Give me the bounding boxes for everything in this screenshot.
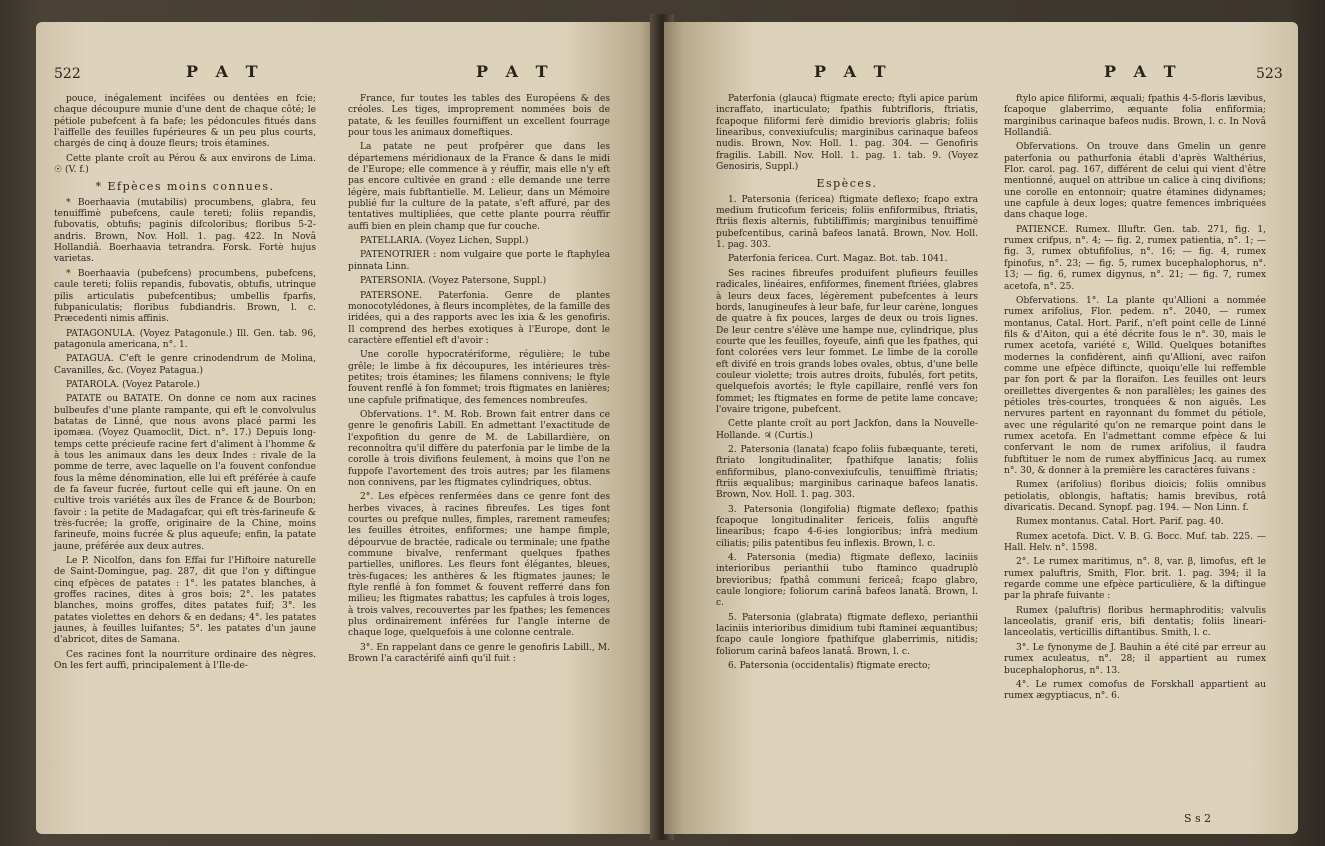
paragraph: Paterfonia fericea. Curt. Magaz. Bot. tab. 1041. (728, 254, 948, 265)
paragraph: 2. Patersonia (lanata) fcapo foliis fubæquante, tereti, ftriato longitudinaliter, fpathifque lanatis; foliis enfiformibus, plano-convexiufculis, tenuiffimè ftriatis; ftriis æqualibus; marginibus carinaque bafeos lanatis. Brown, Nov. Holl. 1. pag. 303. (716, 444, 978, 501)
paragraph: Le P. Nicolfon, dans fon Effai fur l'Hiftoire naturelle de Saint-Domingue, pag. 287, dit que l'on y diftingue cinq efpèces de patates : 1°. les patates blanches, à groffes racines, dites à gros bois; 2°. les patates blanches, moins groffes, dites patates fuif; 3°. les patates violettes en dehors & en dedans; 4°. les patates jaunes, à feuilles luifantes; 5°. les patates d'un jaune d'abricot, dites de Samana. (54, 556, 316, 646)
paragraph: PATAGONULA. (Voyez Patagonule.) Ill. Gen. tab. 96, patagonula americana, n°. 1. (54, 328, 316, 350)
paragraph: Rumex acetofa. Dict. V. B. G. Bocc. Muf. tab. 225. — Hall. Helv. n°. 1598. (1004, 531, 1266, 554)
paragraph: 2°. Le rumex maritimus, n°. 8, var. β, limofus, eft le rumex paluftris, Smith, Flor. brit. 1. pag. 394; il la regarde comme une efpèce particulière, & la diftingue par la phrafe fuivante : (1004, 557, 1266, 602)
running-head: P A T (1104, 62, 1182, 81)
paragraph: Rumex montanus. Catal. Hort. Parif. pag. 40. (1016, 517, 1224, 528)
text-column-1 (54, 94, 316, 676)
running-head: P A T (476, 62, 554, 81)
paragraph: * Efpèces moins connues. (95, 180, 275, 194)
paragraph: La patate ne peut profpérer que dans les départemens méridionaux de la France & dans le midi de l'Europe; elle commence à y réuffir, mais elle n'y eft pas encore cultivée en grand : elle demande une terre légère, mais fubftantielle. M. Lelieur, dans un Mémoire publié fur la culture de la patate, s'eft affuré, par des tentatives multipliées, que cette plante pourra réuffir auffi bien en plein champ que fur couche. (348, 142, 610, 232)
paragraph: * Boerhaavia (mutabilis) procumbens, glabra, feu tenuiffimè pubefcens, caule tereti; foliis repandis, fubovatis, obtufis; paginis difcoloribus; floribus 5-2-andris. Brown, Nov. Holl. 1. pag. 422. In Novâ Hollandiâ. Boerhaavia tetrandra. Forsk. Fortè hujus varietas. (54, 197, 316, 265)
paragraph: PATERSONIA. (Voyez Patersone, Suppl.) (360, 276, 547, 287)
paragraph: Obfervations. On trouve dans Gmelin un genre paterfonia ou pathurfonia établi d'après Walthérius, Flor. carol. pag. 167, différent de celui qui vient d'être mentionné, auquel on attribue un calice à cinq divifions; une corolle en entonnoir; quatre étamines didynames; une capfule à deux loges; quatre femences imbriquées dans chaque loge. (1004, 142, 1266, 221)
paragraph: Cette plante croît au port Jackfon, dans la Nouvelle-Hollande. ♃ (Curtis.) (716, 419, 978, 441)
text-column-2 (1004, 94, 1266, 706)
paragraph: PATATE ou BATATE. On donne ce nom aux racines bulbeufes d'une plante rampante, qui eft le convolvulus batatas de Linné, que nous avons placé parmi les ipomæa. (Voyez Quamoclit, Dict. n°. 17.) Depuis long-temps cette précieufe racine fert d'aliment à l'homme & à tous les animaux dans les deux Indes : rivale de la pomme de terre, avec laquelle on l'a fouvent confondue fous la même dénomination, elle lui eft préférée à caufe de fa faveur fucrée, furtout celle qui eft jaune. On en cultive trois variétés aux îles de France & de Bourbon; favoir : la petite de Madagafcar, qui eft très-farineufe & très-fucrée; la groffe, originaire de la Chine, moins farineufe, moins fucrée & plus aqueufe; enfin, la patate jaune, préférée aux deux autres. (54, 394, 316, 552)
text-column-1 (716, 94, 978, 676)
paragraph: PATERSONE. Paterfonia. Genre de plantes monocotylédones, à fleurs incomplètes, de la famille des iridées, qui a des rapports avec les ixia & les genofiris. Il comprend des herbes exotiques à l'Europe, dont le caractère effentiel eft d'avoir : (348, 290, 610, 346)
paragraph: Obfervations. 1°. La plante qu'Allioni a nommée rumex arifolius, Flor. pedem. n°. 2040, — rumex montanus, Catal. Hort. Parif., n'eft point celle de Linné fils & d'Aiton, qui a été décrite fous le n°. 30, mais le rumex acetofa, variété ε, Willd. Quelques botaniftes modernes la confidèrent, ainfi qu'Allioni, avec raifon comme une efpèce diftincte, quoiqu'elle lui reffemble par fon port & par la floraifon. Les feuilles ont leurs oreillettes divergentes & non parallèles; les gaines des pétioles très-courtes, tronquées & non aiguës. Les nervures partent en rayonnant du fommet du pétiole, avec une régularité qu'on ne remarque point dans le rumex acetofa. En l'admettant comme efpèce & lui confervant le nom de rumex arifolius, il faudra fubftituer le nom de rumex abyffinicus Jacq. au rumex n°. 30, & donner à la première les caractères fuivans : (1004, 295, 1266, 476)
paragraph: 4°. Le rumex comofus de Forskhall appartient au rumex ægyptiacus, n°. 6. (1004, 679, 1266, 702)
page-number: 522 (54, 66, 81, 82)
left-page (36, 22, 658, 834)
paragraph: 4. Patersonia (media) ftigmate deflexo, laciniis interioribus perianthii tubo ftaminco quadruplò brevioribus; fpathâ communi fericeâ; fcapo glabro, caule longiore; foliorum carinâ bafeos lanatâ. Brown, l. c. (716, 553, 978, 609)
paragraph: 2°. Les efpèces renfermées dans ce genre font des herbes vivaces, à racines fibreufes. Les tiges font courtes ou prefque nulles, fimples, rarement rameufes; les feuilles étroites, enfiformes; une hampe fimple, dépourvue de bractée, radicale ou terminale; une fpathe commune bivalve, renfermant quelques fpathes partielles, uniflores. Les fleurs font élégantes, bleues, très-fugaces; les anthères & les ftigmates jaunes; le ftyle renflé à fon fommet & fouvent refferré dans fon milieu; les ftigmates rabattus; les capfules à trois loges, à trois valves, recouvertes par les fpathes; les femences plus ordinairement inférées fur l'angle interne de chaque loge, quelquefois à une colonne centrale. (348, 492, 610, 639)
paragraph: France, fur toutes les tables des Européens & des créoles. Les tiges, improprement nommées bois de patate, & les feuilles fourniffent un excellent fourrage pour tous les animaux domeftiques. (348, 94, 610, 139)
signature-mark: S s 2 (1184, 812, 1212, 825)
paragraph: 6. Patersonia (occidentalis) ftigmate erecto; (728, 661, 931, 672)
paragraph: Paterfonia (glauca) ftigmate erecto; ftyli apice parùm incraffato, inarticulato; fpathis fubtrifloris, ftriatis, fcapoque filiformi ferè dimidio brevioris glabris; foliis linearibus, convexiufculis; marginibus carinaque bafeos nudis. Brown, Nov. Holl. 1. pag. 304. — Genofiris fragilis. Labill. Nov. Holl. 1. pag. 1. tab. 9. (Voyez Genosiris, Suppl.) (716, 94, 978, 173)
page-number: 523 (1256, 66, 1283, 82)
paragraph: ftylo apice filiformi, æquali; fpathis 4-5-floris lævibus, fcapoque glaberrimo, æquante folia enfiformia; marginibus carinaque bafeos nudis. Brown, l. c. In Novâ Hollandiâ. (1004, 94, 1266, 139)
paragraph: 3°. Le fynonyme de J. Bauhin a été cité par erreur au rumex aculeatus, n°. 28; il appartient au rumex bucephalophorus, n°. 13. (1004, 642, 1266, 676)
paragraph: PATAROLA. (Voyez Patarole.) (66, 379, 200, 390)
paragraph: 5. Patersonia (glabrata) ftigmate deflexo, perianthii laciniis interioribus dimidium tubi ftaminei æquantibus; fcapo caule longiore fpathifque glaberrimis, nitidis; foliorum carinâ bafeos lanatâ. Brown, l. c. (716, 612, 978, 657)
paragraph: Ces racines font la nourriture ordinaire des nègres. On les fert auffi, principalement à l'Ile-de- (54, 649, 316, 672)
paragraph: * Boerhaavia (pubefcens) procumbens, pubefcens, caule tereti; foliis repandis, fubovatis, obtufis, utrinque pilis articulatis pubefcentibus; umbellis fparfis, fubpaniculatis; floribus fubdiandris. Brown, l. c. Præcedenti nimis affinis. (54, 268, 316, 325)
paragraph: Rumex (arifolius) floribus dioicis; foliis omnibus petiolatis, oblongis, haftatis; hamis brevibus, rotâ divaricatis. Decand. Synopf. pag. 194. — Non Linn. f. (1004, 480, 1266, 514)
paragraph: pouce, inégalement incifées ou dentées en fcie; chaque découpure munie d'une dent de chaque côté; le pétiole pubefcent à fa bafe; les pédoncules fitués dans l'aiffelle des feuilles fupérieures & un peu plus courts, chargés de cinq à douze fleurs; trois étamines. (54, 94, 316, 150)
paragraph: Obfervations. 1°. M. Rob. Brown fait entrer dans ce genre le genofiris Labill. En admettant l'exactitude de l'expofition du genre de M. de Labillardière, on reconnoîtra qu'il diffère du paterfonia par le limbe de la corolle à trois divifions feulement, à moins que l'on ne fuppofe l'avortement des trois autres; par les filamens non connivens, par les ftigmates cylindriques, obtus. (348, 409, 610, 488)
running-head: P A T (814, 62, 892, 81)
paragraph: Une corolle hypocratériforme, régulière; le tube grêle; le limbe à fix découpures, les intérieures très-petites; trois étamines; les filamens connivens; le ftyle fouvent renflé à fon fommet; trois ftigmates en lanières; une capfule prifmatique, des femences nombreufes. (348, 350, 610, 406)
paragraph: Ses racines fibreufes produifent plufieurs feuilles radicales, linéaires, enfiformes, finement ftriées, glabres à leurs deux faces, légèrement pubefcentes à leurs bords, lanugineufes à leur bafe, fur leur carène, longues de quatre à fix pouces, larges de deux ou trois lignes. De leur centre s'élève une hampe nue, cylindrique, plus courte que les feuilles, foyeufe, ainfi que les fpathes, qui font colorées vers leur fommet. Le limbe de la corolle eft divifé en trois grands lobes ovales, obtus, d'une belle couleur violette; trois autres droits, fubulés, fort petits, quelquefois avortés; le ftyle capillaire, renflé vers fon fommet; les ftigmates en forme de petite lame concave; l'ovaire trigone, pubefcent. (716, 268, 978, 415)
paragraph: PATENOTRIER : nom vulgaire que porte le ftaphylea pinnata Linn. (348, 250, 610, 272)
paragraph: 3. Patersonia (longifolia) ftigmate deflexo; fpathis fcapoque longitudinaliter fericeis, foliis anguftè linearibus; fcapo 4-6-ies longioribus; infrà medium ciliatis; pilis patentibus feu inflexis. Brown, l. c. (716, 504, 978, 549)
paragraph: Cette plante croît au Pérou & aux environs de Lima. ☉ (V. f.) (54, 153, 316, 176)
paragraph: 3°. En rappelant dans ce genre le genofiris Labill., M. Brown l'a caractérifé ainfi qu'il fuit : (348, 642, 610, 665)
paragraph: PATIENCE. Rumex. Illuftr. Gen. tab. 271, fig. 1, rumex crifpus, n°. 4; — fig. 2, rumex patientia, n°. 1; — fig. 3, rumex obtufifolius, n°. 16; — fig. 4, rumex fpinofus, n°. 23; — fig. 5, rumex bucephalophorus, n°. 13; — fig. 6, rumex digynus, n°. 21; — fig. 7, rumex acetofa, n°. 25. (1004, 224, 1266, 292)
paragraph: PATAGUA. C'eft le genre crinodendrum de Molina, Cavanilles, &c. (Voyez Patagua.) (54, 354, 316, 376)
paragraph: PATELLARIA. (Voyez Lichen, Suppl.) (360, 236, 529, 247)
paragraph: Espèces. (816, 177, 878, 191)
running-head: P A T (186, 62, 264, 81)
paragraph: 1. Patersonia (fericea) ftigmate deflexo; fcapo extra medium fruticofum fericeis; foliis enfiformibus, ftriatis, ftriis flexis alternis, fubtiliffimis; marginibus tenuiffimè pubefcentibus, carinâ bafeos lanatâ. Brown, Nov. Holl. 1. pag. 303. (716, 194, 978, 251)
text-column-2 (348, 94, 610, 669)
right-page (664, 22, 1298, 834)
paragraph: Rumex (paluftris) floribus hermaphroditis; valvulis lanceolatis, granif eris, bifi dentatis; foliis lineari-lanceolatis, verticillis diftantibus. Smith, l. c. (1004, 605, 1266, 639)
